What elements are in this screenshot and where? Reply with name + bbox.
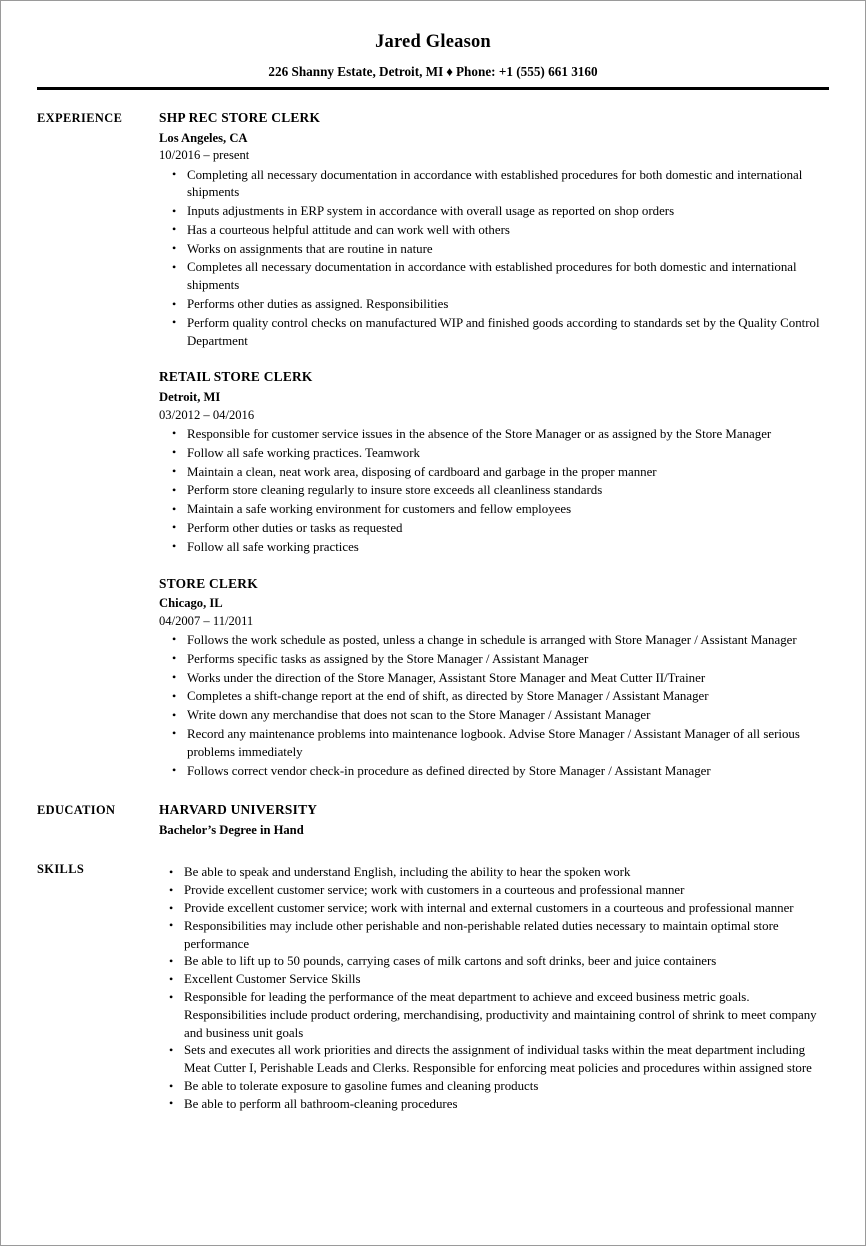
contact-address: 226 Shanny Estate, Detroit, MI — [268, 64, 444, 80]
list-item: • Be able to perform all bathroom-cleaning procedures — [159, 1096, 829, 1114]
list-item: • Follows the work schedule as posted, unless a change in schedule is arranged with Store Manager / Assistant Manager — [159, 632, 829, 650]
list-item: • Completes a shift-change report at the end of shift, as directed by Store Manager / Assistant Manager — [159, 688, 829, 706]
list-item: • Be able to speak and understand English, including the ability to hear the spoken work — [159, 864, 829, 882]
experience-section — [37, 110, 829, 781]
list-item: • Perform other duties or tasks as requested — [159, 520, 829, 538]
job-dates: 03/2012 – 04/2016 — [159, 407, 255, 422]
education-degree: Bachelor’s Degree in Hand — [159, 823, 304, 838]
list-item: • Responsible for leading the performance of the meat department to achieve and exceed business metric goals. Responsibilities include product ordering, merchandising, productivity and maintaining control of shrink to meet company and business unit goals — [159, 989, 829, 1042]
list-item: • Responsibilities may include other perishable and non-perishable related duties necessary to maintain optimal store performance — [159, 918, 829, 954]
job-responsibility-list — [159, 167, 829, 351]
experience-entry — [159, 369, 829, 556]
job-dates: 10/2016 – present — [159, 148, 250, 163]
list-item: • Follow all safe working practices — [159, 539, 829, 557]
skills-section — [37, 861, 829, 1113]
list-item: • Provide excellent customer service; work with customers in a courteous and professional manner — [159, 882, 829, 900]
contact-line — [37, 64, 829, 80]
list-item: • Be able to lift up to 50 pounds, carrying cases of milk cartons and soft drinks, beer and juice containers — [159, 953, 829, 971]
list-item: • Works under the direction of the Store Manager, Assistant Store Manager and Meat Cutter II/Trainer — [159, 670, 829, 688]
list-item: • Inputs adjustments in ERP system in accordance with overall usage as reported on shop orders — [159, 203, 829, 221]
education-school: HARVARD UNIVERSITY — [159, 802, 318, 818]
list-item: • Follows correct vendor check-in procedure as defined directed by Store Manager / Assistant Manager — [159, 763, 829, 781]
education-section — [37, 802, 829, 838]
diamond-separator-icon: ♦ — [446, 64, 453, 80]
education-entry — [159, 802, 829, 838]
experience-section-label: EXPERIENCE — [37, 111, 123, 126]
education-section-label: EDUCATION — [37, 803, 116, 818]
list-item: • Completes all necessary documentation in accordance with established procedures for both domestic and international shipments — [159, 259, 829, 295]
job-location: Chicago, IL — [159, 596, 223, 611]
experience-entries — [159, 110, 829, 781]
list-item: • Perform quality control checks on manufactured WIP and finished goods according to standards set by the Quality Control Department — [159, 315, 829, 351]
list-item: • Sets and executes all work priorities and directs the assignment of individual tasks within the meat department including Meat Cutter I, Perishable Leads and Clerks. Responsible for enforcing meat policies and procedures within assigned store — [159, 1042, 829, 1078]
experience-entry — [159, 110, 829, 350]
list-item: • Be able to tolerate exposure to gasoline fumes and cleaning products — [159, 1078, 829, 1096]
resume-header — [37, 31, 829, 90]
skills-section-label: SKILLS — [37, 862, 85, 877]
list-item: • Has a courteous helpful attitude and can work well with others — [159, 222, 829, 240]
list-item: • Record any maintenance problems into maintenance logbook. Advise Store Manager / Assistant Manager of all serious problems immediately — [159, 726, 829, 762]
list-item: • Maintain a safe working environment for customers and fellow employees — [159, 501, 829, 519]
list-item: • Maintain a clean, neat work area, disposing of cardboard and garbage in the proper manner — [159, 464, 829, 482]
job-dates: 04/2007 – 11/2011 — [159, 613, 254, 628]
candidate-name: Jared Gleason — [375, 32, 491, 52]
job-location: Detroit, MI — [159, 390, 221, 405]
job-responsibility-list — [159, 632, 829, 780]
list-item: • Responsible for customer service issues in the absence of the Store Manager or as assigned by the Store Manager — [159, 426, 829, 444]
job-title: STORE CLERK — [159, 575, 258, 591]
skills-entries — [159, 861, 829, 1113]
experience-entry — [159, 576, 829, 781]
list-item: • Provide excellent customer service; work with internal and external customers in a courteous and professional manner — [159, 900, 829, 918]
list-item: • Follow all safe working practices. Teamwork — [159, 445, 829, 463]
list-item: • Completing all necessary documentation in accordance with established procedures for both domestic and international shipments — [159, 167, 829, 203]
job-location: Los Angeles, CA — [159, 130, 248, 145]
education-entries — [159, 802, 829, 838]
job-title: RETAIL STORE CLERK — [159, 369, 313, 385]
list-item: • Performs other duties as assigned. Responsibilities — [159, 296, 829, 314]
list-item: • Works on assignments that are routine in nature — [159, 241, 829, 259]
resume-sheet — [1, 1, 865, 1114]
header-divider — [37, 87, 829, 90]
job-title: SHP REC STORE CLERK — [159, 110, 321, 126]
skills-list — [159, 864, 829, 1113]
list-item: • Write down any merchandise that does not scan to the Store Manager / Assistant Manager — [159, 707, 829, 725]
contact-phone: Phone: +1 (555) 661 3160 — [456, 64, 598, 80]
list-item: • Excellent Customer Service Skills — [159, 971, 829, 989]
job-responsibility-list — [159, 426, 829, 557]
list-item: • Perform store cleaning regularly to insure store exceeds all cleanliness standards — [159, 482, 829, 500]
list-item: • Performs specific tasks as assigned by the Store Manager / Assistant Manager — [159, 651, 829, 669]
